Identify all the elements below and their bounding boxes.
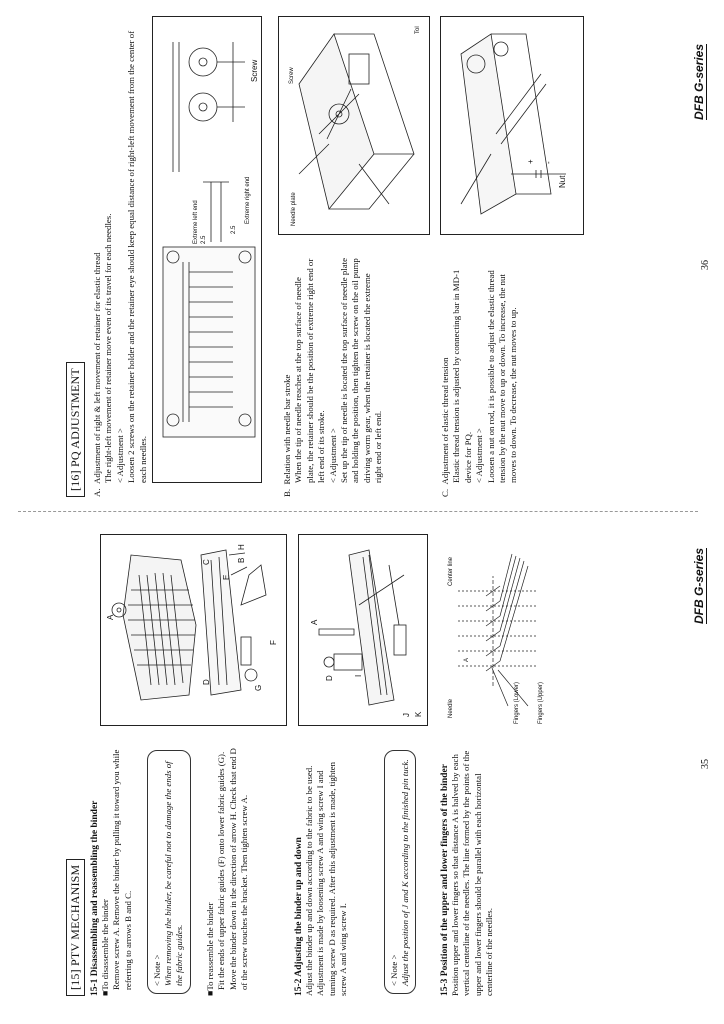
label-nut: Nut xyxy=(558,175,567,188)
body-15-2: Adjust the binder up and down according to the fabric to be used. Adjustment is made by loosening screw A and wing screw I and turning screw D as required. After this adjustment is made, tighten screw A and wing screw I. xyxy=(304,761,349,996)
b-adjustment-label: < Adjustment > xyxy=(327,428,338,483)
c-adjustment-label: < Adjustment > xyxy=(474,428,485,483)
note-text-2: Adjust the position of J and K according to the finished pin tuck. xyxy=(400,759,411,986)
binder-height-figure xyxy=(298,534,428,726)
sub-disassemble: ■To disassemble the binder xyxy=(100,899,110,996)
page-35 xyxy=(0,519,724,1024)
page-number-35: 35 xyxy=(700,759,711,769)
page-divider xyxy=(18,511,698,512)
retainer-dim-1: 2.5 xyxy=(201,235,207,244)
binder-height-drawing xyxy=(299,535,427,725)
label-tol: Tol xyxy=(415,26,421,34)
a-line: The right-left movement of retainer move even of its travel for each needles. xyxy=(103,213,114,483)
a-letter: A. xyxy=(92,488,102,497)
body-reassemble: Fit the ends of upper fabric guides (F) onto lower fabric guides (G). Move the binder down in the direction of arrow H. Check that end D of the screw touches the bracket. Then tighten screw A. xyxy=(216,748,250,990)
section-15-3 xyxy=(440,746,496,996)
fig2-label-d: D xyxy=(325,675,334,681)
label-minus: - xyxy=(544,161,553,164)
retainer-dim-2: 2.5 xyxy=(231,225,237,234)
fig3-label-center: Center line xyxy=(448,556,454,586)
label-plus: + xyxy=(526,159,535,164)
fig2-label-a: A xyxy=(310,619,319,625)
a-title: Adjustment of right & left movement of retainer for elastic thread xyxy=(92,252,102,485)
retainer-screw-label: Screw xyxy=(250,59,259,82)
label-extreme-left: Extreme left end xyxy=(193,200,199,244)
heading-15-1: 15-1 Disassembling and reassembling the binder xyxy=(90,800,100,996)
fig3-label-upper: Fingers (Upper) xyxy=(538,681,544,724)
label-extreme-right: Extreme right end xyxy=(245,176,251,224)
fig3-label-a: A xyxy=(464,657,470,662)
fingers-drawing xyxy=(438,536,558,726)
page-36 xyxy=(0,0,724,505)
elastic-tension-figure xyxy=(440,16,584,235)
fig1-label-d: D xyxy=(202,679,211,685)
retainer-figure xyxy=(152,16,262,483)
c-title: Adjustment of elastic thread tension xyxy=(440,357,450,485)
fig1-label-c: C xyxy=(202,559,211,565)
needle-plate-figure xyxy=(278,16,430,235)
binder-drawing xyxy=(101,535,286,725)
fig3-label-lower: Fingers (Lower) xyxy=(514,681,520,724)
elastic-tension-drawing xyxy=(441,17,583,234)
fig1-label-h: H xyxy=(237,544,246,550)
note-label: < Note > xyxy=(152,954,162,986)
c-letter: C. xyxy=(440,488,450,497)
retainer-drawing xyxy=(153,17,261,482)
c-body-2: Loosen a nut on rod, it is possible to adjust the elastic thread tension by the nut move to up or down. To increase, the nut moves to down. To decrease, the nut moves to up. xyxy=(485,270,519,483)
needle-plate-drawing xyxy=(279,17,429,234)
fingers-figure xyxy=(438,536,558,726)
body-disassemble: Remove screw A. Remove the binder by pulling it toward you while referring to arrows B and C. xyxy=(111,749,133,990)
b-letter: B. xyxy=(282,488,292,497)
fig2-label-k: K xyxy=(414,711,423,717)
b-title: Relation with needle bar stroke xyxy=(282,374,292,485)
fig3-label-needle: Needle xyxy=(448,698,454,718)
section-a xyxy=(92,17,149,497)
note-label-2: < Note > xyxy=(389,954,399,986)
b-body-1: When the tip of needle reaches at the top surface of needle plate, the retainer should be the position of extreme right end or left end of its stroke. xyxy=(293,258,327,483)
fig1-label-f: F xyxy=(269,640,278,645)
fig1-label-e: E xyxy=(222,574,231,580)
heading-15-3: 15-3 Position of the upper and lower fingers of the binder xyxy=(440,764,450,996)
b-body-2: Set up the tip of needle is located the top surface of needle plate and holding the position, then tighten the screw on the oil pump driving worm gear, when the retainer is located the extreme right end or left end. xyxy=(339,258,384,483)
a-adjustment-label: < Adjustment > xyxy=(114,428,125,483)
fig2-label-i: I xyxy=(354,674,363,677)
note-text: When removing the binder, be careful not to damage the ends of the fabric guides. xyxy=(163,761,185,986)
heading-15-2: 15-2 Adjusting the binder up and down xyxy=(294,837,304,996)
binder-figure xyxy=(100,534,287,726)
section-title-16: [16] PQ ADJUSTMENT xyxy=(66,362,85,497)
note-15-2 xyxy=(384,750,416,994)
section-b xyxy=(282,257,385,497)
section-15-2 xyxy=(294,746,350,996)
page-number-36: 36 xyxy=(700,260,711,270)
section-15-1 xyxy=(90,746,134,996)
label-needle-plate: Needle plate xyxy=(291,192,297,226)
section-15-1-reassemble xyxy=(205,746,251,996)
a-body: Loosen 2 screws on the retainer holder and the retainer eye should keep equal distance of right-left movement from the center of each needles. xyxy=(126,30,148,483)
c-body-1: Elastic thread tension is adjusted by connecting bar in MD-1 device for PQ. xyxy=(451,269,473,483)
footer-right: DFB G-series xyxy=(692,43,706,120)
note-15-1 xyxy=(147,750,191,994)
section-title-15: [15] PTV MECHANISM xyxy=(66,859,85,996)
footer-left: DFB G-series xyxy=(692,547,706,624)
section-c xyxy=(440,257,520,497)
fig1-label-a: A xyxy=(106,614,115,620)
label-screw-b: Screw xyxy=(289,67,295,84)
sub-reassemble: ■To reassemble the binder xyxy=(205,902,215,996)
fig2-label-j: J xyxy=(402,713,411,717)
fig1-label-b: B xyxy=(237,557,246,563)
body-15-3: Position upper and lower fingers so that distance A is halved by each vertical centerline of the needles. The line formed by the points of the upper and lower fingers should be parallel with each horizontal centerline of the needles. xyxy=(450,750,495,996)
fig1-label-g: G xyxy=(254,684,263,691)
